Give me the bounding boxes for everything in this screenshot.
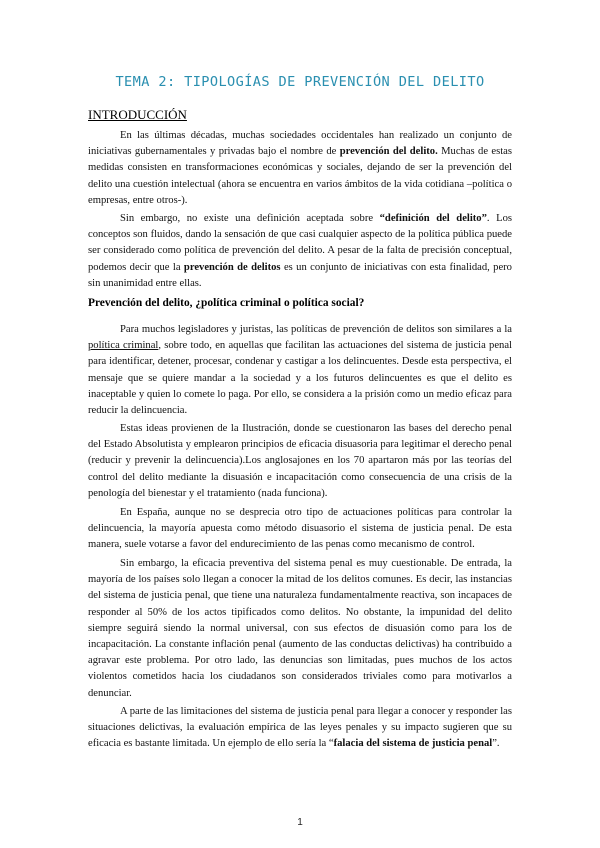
paragraph-2-bold-1: “definición del delito” (379, 213, 487, 224)
paragraph-7-bold: falacia del sistema de justicia penal (333, 738, 493, 750)
paragraph-2-text-c: . Los conceptos son fluidos, dando la sensación de que casi cualquier aspecto de la política pública puede ser considerado como política de prevención del delito. A pesar de la falta de precisión conceptual, podemos decir que la (88, 213, 512, 273)
paragraph-1-text-c: Muchas de estas medidas consisten en transformaciones económicas y sociales, dejando de ser la prevención del delito una cuestión intelectual (ahora se encuentra en varios ámbitos de la vida cotidiana –política o empresas, entre otros-). (88, 146, 512, 206)
paragraph-3-text-a: Para muchos legisladores y juristas, las políticas de prevención de delitos son similares a la (120, 324, 512, 335)
paragraph-6: Sin embargo, la eficacia preventiva del sistema penal es muy cuestionable. De entrada, la mayoría de los países solo llegan a conocer la mitad de los delitos comunes. Es decir, las instancias del sistema de justicia penal, que tiene una naturaleza fundamentalmente reactiva, son incapaces de responder al 50% de los actos tipificados como delitos. No obstante, la impunidad del delito siempre seguirá siendo la normal universal, con sus efectos de disuasión como para los de incapacitación. La constante inflación penal (aumento de las conductas delictivas) ha contribuido a agravar este problema. Por otro lado, las denuncias son limitadas, pues muchos de los actos violentos cometidos hacia los ciudadanos son considerados triviales como para motivarlos a denunciar. (88, 558, 512, 699)
page-number: 1 (297, 817, 303, 828)
paragraph-1 (88, 128, 512, 209)
paragraph-1-text-a: En las últimas décadas, muchas sociedades occidentales han realizado un conjunto de iniciativas gubernamentales y privadas bajo el nombre de (88, 130, 512, 158)
paragraph-7 (88, 704, 512, 753)
paragraph-7-text-c: ”. (492, 738, 500, 750)
paragraph-3 (88, 322, 512, 419)
section-subheading: Prevención del delito, ¿política criminal o política social? (88, 297, 365, 309)
section-heading-introduccion: INTRODUCCIÓN (88, 107, 187, 122)
paragraph-3-underlined: política criminal (88, 340, 159, 352)
paragraph-2-text-e: es un conjunto de iniciativas con esta finalidad, pero sin unanimidad entre ellas. (88, 261, 512, 289)
paragraph-7-text-a: A parte de las limitaciones del sistema de justicia penal para llegar a conocer y responder las situaciones delictivas, la evaluación empírica de las leyes penales y su impacto sugieren que su eficacia es bastante limitada. Un ejemplo de ello sería la “ (88, 706, 512, 750)
document-title: TEMA 2: TIPOLOGÍAS DE PREVENCIÓN DEL DELITO (115, 74, 485, 90)
paragraph-5: En España, aunque no se desprecia otro tipo de actuaciones políticas para controlar la delincuencia, la mayoría apuesta como método disuasorio el sistema de justicia penal. De esta manera, suele votarse a favor del endurecimiento de las penas como mecanismo de control. (88, 507, 512, 551)
paragraph-3-text-c: , sobre todo, en aquellas que facilitan las actuaciones del sistema de justicia penal para identificar, detener, procesar, condenar y castigar a los delincuentes. Desde esta perspectiva, el mensaje que se quiere mandar a la sociedad y a los futuros delincuentes es que el delito es inaceptable y quien lo comete lo paga. Por ello, se considera a la prisión como un medio eficaz para reducir la delincuencia. (88, 340, 512, 417)
paragraph-4: Estas ideas provienen de la Ilustración, donde se cuestionaron las bases del derecho penal del Estado Absolutista y emplearon principios de eficacia disuasoria para legitimar el derecho penal (reducir y prevenir la delincuencia).Los anglosajones en los 70 apartaron más por las teorías del control del delito mediante la disuasión e incapacitación como consecuencia de una crisis de la penología del bienestar y el tratamiento (nada funciona). (88, 423, 512, 499)
paragraph-1-bold: prevención del delito. (339, 146, 438, 158)
paragraph-2 (88, 211, 512, 292)
paragraph-2-text-a: Sin embargo, no existe una definición aceptada sobre (120, 213, 380, 224)
paragraph-2-bold-2: prevención de delitos (183, 261, 281, 273)
